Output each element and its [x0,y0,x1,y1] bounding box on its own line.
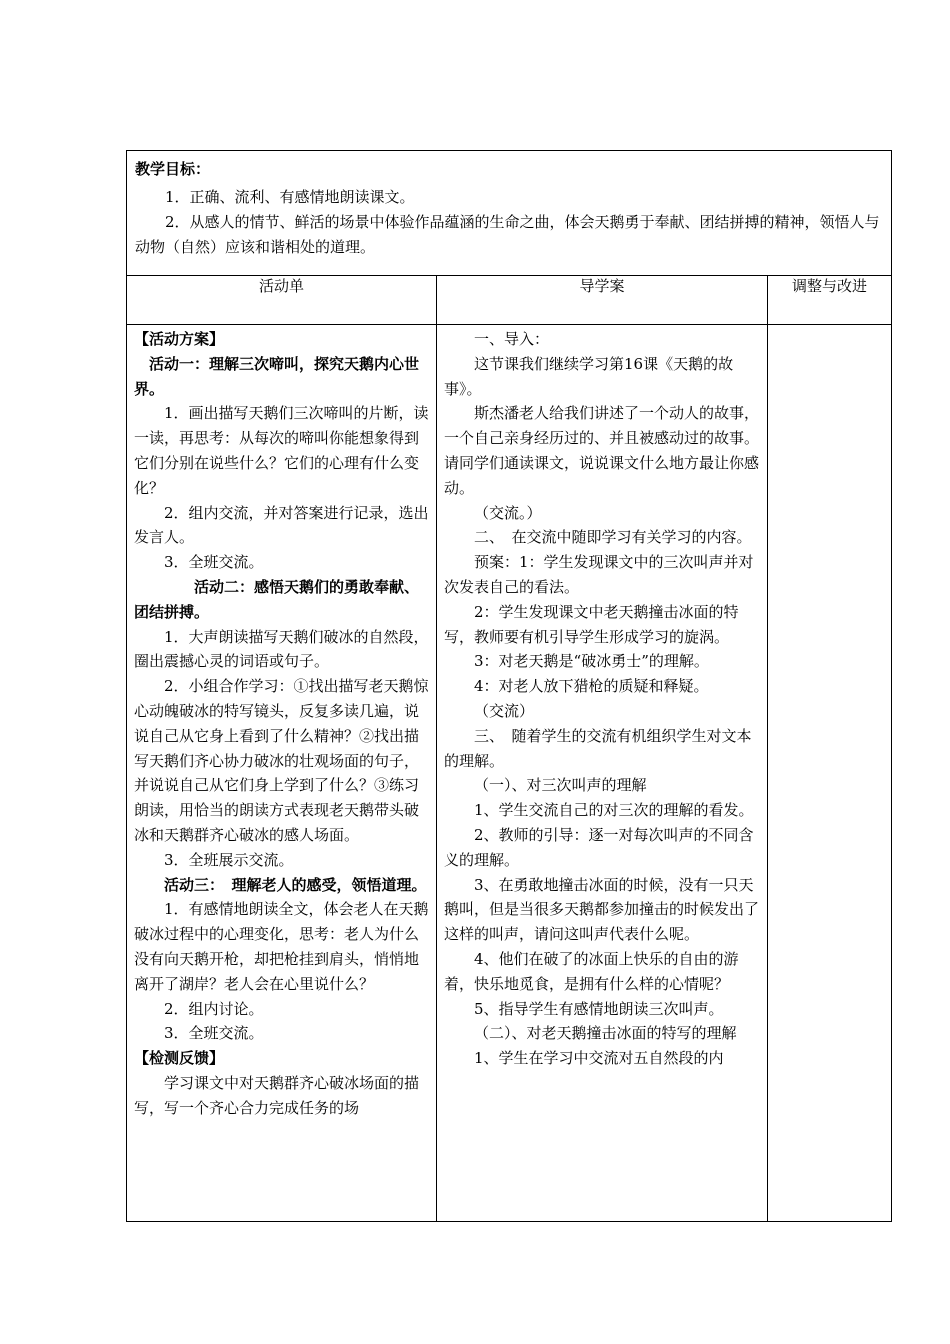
header-activity-sheet: 活动单 [127,276,437,325]
guide-paragraph: 4、他们在破了的冰面上快乐的自由的游着，快乐地觅食，是拥有什么样的心情呢？ [444,949,739,993]
guide-paragraph: 一、导入： [474,330,550,348]
guide-paragraph: 1、学生在学习中交流对五自然段的内 [474,1049,724,1068]
guide-paragraph: 预案：1：学生发现课文中的三次叫声并对次发表自己的看法。 [444,553,754,596]
activity-paragraph: 【活动方案】 [134,330,225,348]
activity-sheet-content [127,325,436,1121]
guide-paragraph: 2、教师的引导：逐一对每次叫声的不同含义的理解。 [444,825,754,869]
guide-paragraph: （二）、对老天鹅撞击冰面的特写的理解 [474,1024,737,1043]
activity-paragraph: 【检测反馈】 [134,1049,225,1068]
guide-plan-column [437,325,768,1222]
adjustments-column [768,325,892,1222]
activity-sheet-column [127,325,437,1222]
guide-paragraph: 4：对老人放下猎枪的质疑和释疑。 [474,677,709,696]
activity-paragraph: 3．全班展示交流。 [164,850,294,869]
guide-paragraph: 这节课我们继续学习第16课《天鹅的故事》。 [444,354,734,398]
guide-plan-content [437,325,767,1071]
guide-paragraph: 二、 在交流中随即学习有关学习的内容。 [474,528,752,547]
guide-paragraph: （交流。） [474,503,542,522]
lesson-plan-table [126,150,892,1222]
activity-paragraph: 3．全班交流。 [164,1024,264,1043]
guide-paragraph: 三、 随着学生的交流有机组织学生对文本的理解。 [444,726,752,770]
guide-paragraph: 3：对老天鹅是“破冰勇士”的理解。 [474,652,709,671]
activity-paragraph: 活动一：理解三次啼叫，探究天鹅内心世界。 [134,354,420,398]
activity-paragraph: 学习课文中对天鹅群齐心破冰场面的描写，写一个齐心合力完成任务的场 [134,1073,420,1117]
guide-paragraph: （交流） [474,701,535,720]
guide-paragraph: （一）、对三次叫声的理解 [474,776,647,795]
header-adjustments: 调整与改进 [768,276,892,325]
guide-paragraph: 斯杰潘老人给我们讲述了一个动人的故事，一个自己亲身经历过的、并且被感动过的故事。请同学们通读课文，说说课文什么地方最让你感动。 [444,404,760,497]
guide-paragraph: 2：学生发现课文中老天鹅撞击冰面的特写，教师要有机引导学生形成学习的旋涡。 [444,602,739,646]
guide-paragraph: 3、在勇敢地撞击冰面的时候，没有一只天鹅叫，但是当很多天鹅都参加撞击的时候发出了这样的叫声，请问这叫声代表什么呢。 [444,875,760,944]
teaching-objectives [127,151,892,276]
activity-paragraph: 2．组内讨论。 [164,999,264,1018]
activity-paragraph: 2．小组合作学习：①找出描写老天鹅惊心动魄破冰的特写镜头，反复多读几遍，说说自己从它身上看到了什么精神？②找出描写天鹅们齐心协力破冰的壮观场面的句子，并说说自己从它们身上学到了什么？③练习朗读，用恰当的朗读方式表现老天鹅带头破冰和天鹅群齐心破冰的感人场面。 [134,677,429,844]
guide-paragraph: 1、学生交流自己的对三次的理解的看发。 [474,801,754,820]
adjustments-content [768,325,891,327]
objective-item-2: 2．从感人的情节、鲜活的场景中体验作品蕴涵的生命之曲，体会天鹅勇于奉献、团结拼搏的精神，领悟人与动物（自然）应该和谐相处的道理。 [135,213,880,256]
activity-paragraph: 活动三： 理解老人的感受，领悟道理。 [164,875,427,894]
activity-paragraph: 1．大声朗读描写天鹅们破冰的自然段，圈出震撼心灵的词语或句子。 [134,627,429,671]
activity-paragraph: 活动二：感悟天鹅们的勇敢奉献、团结拼搏。 [134,577,420,621]
header-guide-plan: 导学案 [437,276,768,325]
activity-paragraph: 1．画出描写天鹅们三次啼叫的片断，读一读，再思考：从每次的啼叫你能想象得到它们分别在说些什么？它们的心理有什么变化？ [134,404,429,497]
objective-item-1: 1．正确、流利、有感情地朗读课文。 [165,188,415,206]
activity-paragraph: 2．组内交流，并对答案进行记录，选出发言人。 [134,503,429,547]
activity-paragraph: 1．有感情地朗读全文，体会老人在天鹅破冰过程中的心理变化，思考：老人为什么没有向天鹅开枪，却把枪挂到肩头，悄悄地离开了湖岸？老人会在心里说什么？ [134,900,429,993]
guide-paragraph: 5、指导学生有感情地朗读三次叫声。 [474,999,724,1018]
objectives-title: 教学目标： [135,160,211,178]
activity-paragraph: 3．全班交流。 [164,553,264,572]
